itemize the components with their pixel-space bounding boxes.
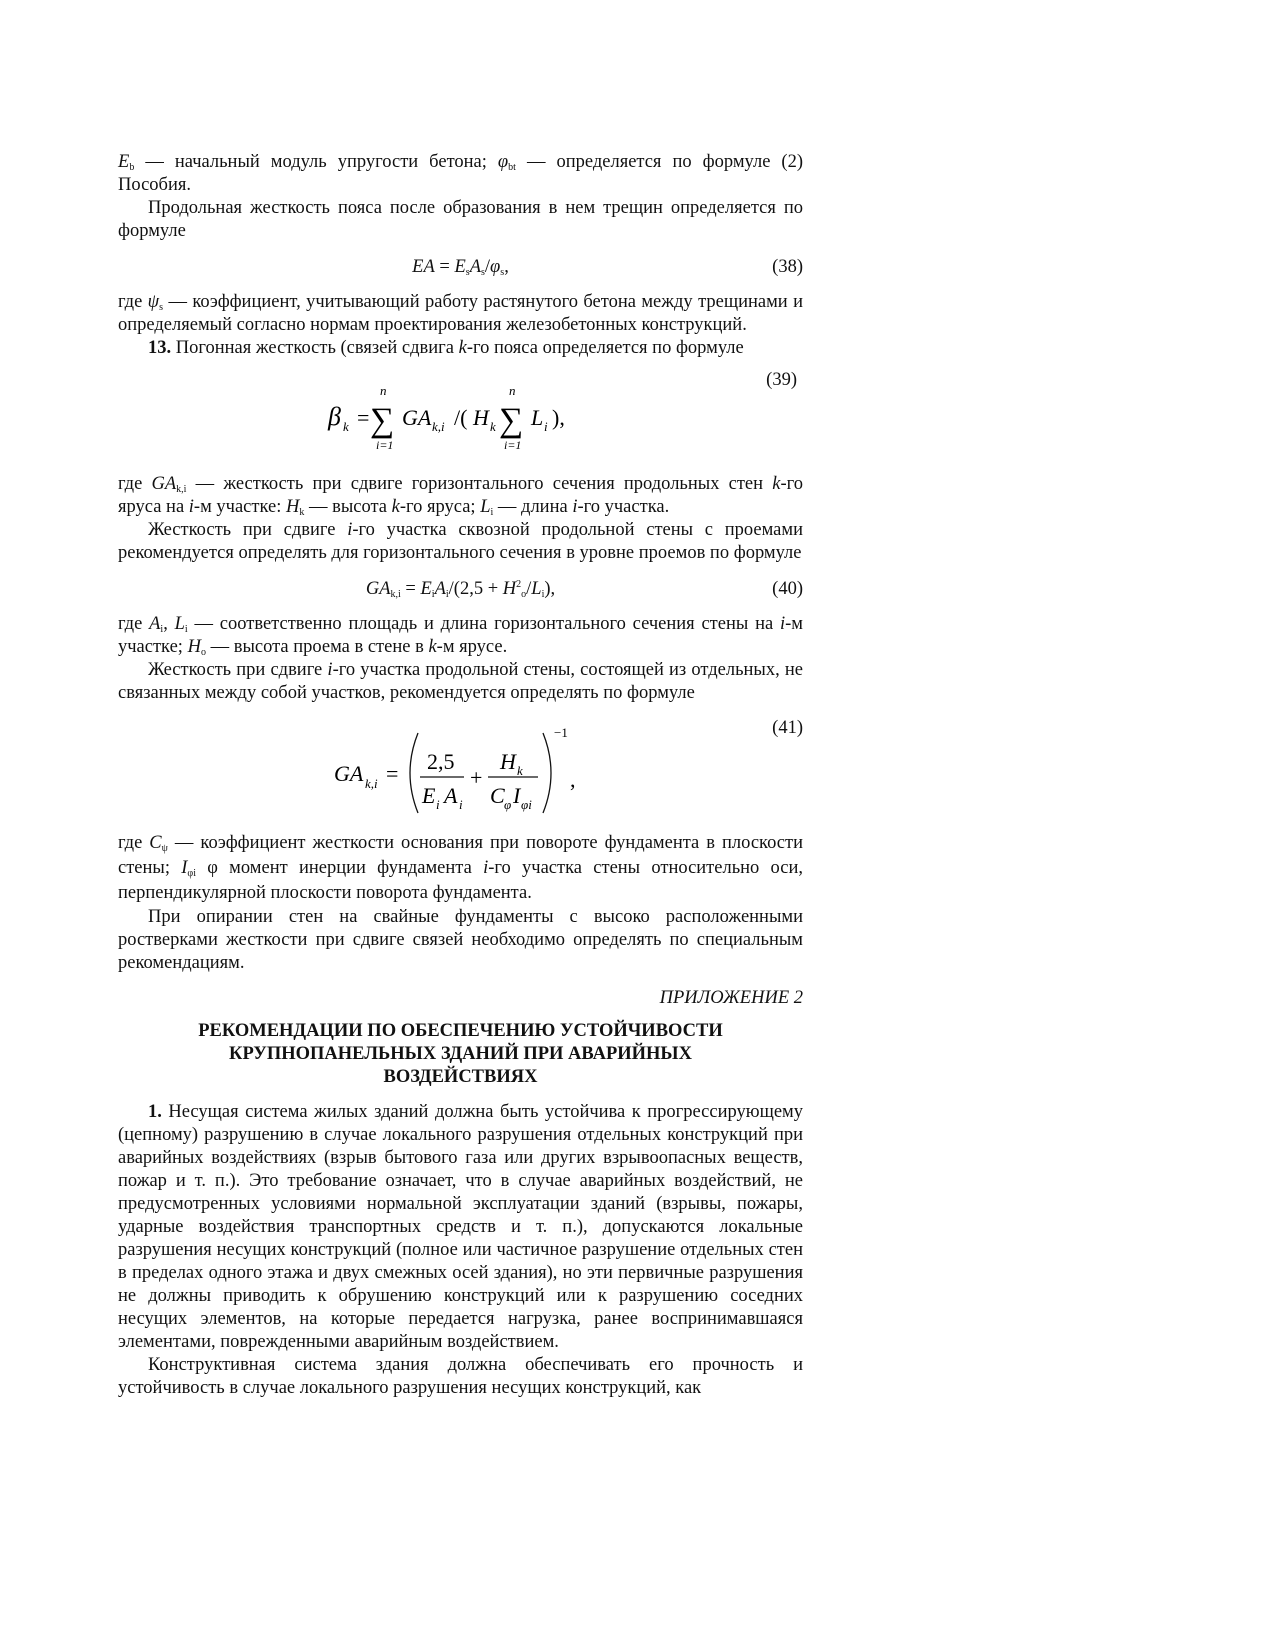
svg-text:),: ), bbox=[552, 405, 565, 430]
formula-38: EA = $E_sA_s/\varphi_s$, (38) bbox=[412, 257, 803, 278]
svg-text:i: i bbox=[544, 419, 548, 434]
formula-40: $GA_{k,i} = E_iA_i/(2,5 + H^2_o/L_i)$, (40) bbox=[365, 579, 803, 600]
paragraph-longitudinal-stiffness: Продольная жесткость пояса после образования в нем трещин определяется по формуле bbox=[118, 198, 803, 241]
paragraph-ga-definition: где $GA_{k,i}$ — жесткость при сдвиге горизонтального сечения продольных стен k-го яруса на i-м участке: $H_k$ — высота k-го яруса; $L_i$ — длина i-го участка. bbox=[118, 474, 803, 518]
section-title: РЕКОМЕНДАЦИИ ПО ОБЕСПЕЧЕНИЮ УСТОЙЧИВОСТИ КРУПНОПАНЕЛЬНЫХ ЗДАНИЙ ПРИ АВАРИЙНЫХ ВОЗДЕЙСТВИЯХ bbox=[198, 1021, 723, 1087]
document-page bbox=[118, 151, 803, 1400]
svg-text:φi: φi bbox=[521, 797, 532, 812]
paragraph-openings-stiffness: Жесткость при сдвиге i-го участка сквозной продольной стены с проемами рекомендуется определять для горизонтального сечения в уровне проемов по формуле bbox=[118, 520, 803, 563]
svg-text:i: i bbox=[436, 797, 440, 812]
svg-text:,: , bbox=[570, 767, 576, 792]
svg-text:k: k bbox=[517, 763, 523, 778]
formula-39-svg bbox=[118, 365, 803, 465]
svg-text:k,i: k,i bbox=[365, 776, 378, 791]
svg-text:L: L bbox=[531, 405, 544, 430]
svg-text:A: A bbox=[444, 783, 458, 808]
formula-number: (39) bbox=[766, 370, 797, 390]
formula-number: (38) bbox=[772, 257, 803, 277]
svg-text:k: k bbox=[490, 419, 496, 434]
svg-text:n: n bbox=[509, 383, 516, 398]
svg-text:−1: −1 bbox=[554, 725, 568, 740]
formula-number: (41) bbox=[772, 718, 803, 738]
svg-text:i=1: i=1 bbox=[504, 438, 522, 452]
formula-number: (40) bbox=[772, 579, 803, 599]
svg-text:=: = bbox=[357, 405, 370, 430]
svg-text:=: = bbox=[386, 761, 399, 786]
paragraph-ai-li-definition: где $A_i$, $L_i$ — соответственно площадь и длина горизонтального сечения стены на i-м участке; $H_o$ — высота проема в стене в k-м ярусе. bbox=[118, 614, 803, 658]
appendix-label: ПРИЛОЖЕНИЕ 2 bbox=[659, 988, 803, 1008]
svg-text:k: k bbox=[343, 419, 349, 434]
formula-39 bbox=[118, 365, 803, 465]
svg-text:H: H bbox=[500, 749, 516, 774]
svg-text:i=1: i=1 bbox=[376, 438, 394, 452]
paragraph-item-1: 1. Несущая система жилых зданий должна быть устойчива к прогрессирующему (цепному) разрушению в случае локального разрушения отдельных конструкций при аварийных воздействиях (взрыв бытового газа или других взрывоопасных веществ, пожар и т. п.). Это требование означает, что в случае аварийных воздействий, не предусмотренных условиями нормальной эксплуатации зданий (взрывы, пожары, ударные воздействия транспортных средств и т. п.), допускаются локальные разрушения несущих конструкций (полное или частичное разрушение отдельных стен в пределах одного этажа и двух смежных осей здания), но эти первичные разрушения не должны приводить к обрушению конструкций или к разрушению соседних несущих элементов, на которые передается нагрузка, ранее воспринимавшаяся элементами, поврежденными аварийным воздействием. bbox=[118, 1102, 803, 1352]
svg-text:/(: /( bbox=[454, 405, 468, 430]
svg-text:n: n bbox=[380, 383, 387, 398]
formula-41-svg bbox=[118, 713, 803, 821]
sum-sign: ∑ bbox=[370, 402, 395, 439]
svg-text:k,i: k,i bbox=[432, 419, 445, 434]
paragraph-separate-sections: Жесткость при сдвиге i-го участка продольной стены, состоящей из отдельных, не связанных между собой участков, рекомендуется определять по формуле bbox=[118, 660, 804, 703]
svg-text:i: i bbox=[459, 797, 463, 812]
svg-text:GA: GA bbox=[334, 761, 364, 786]
svg-text:I: I bbox=[513, 783, 521, 808]
svg-text:E: E bbox=[422, 783, 436, 808]
paragraph-structural-system: Конструктивная система здания должна обеспечивать его прочность и устойчивость в случае локального разрушения несущих конструкций, как bbox=[118, 1355, 803, 1398]
svg-text:GA: GA bbox=[402, 405, 432, 430]
paragraph-c-psi-definition: где $C_\psi$ — коэффициент жесткости основания при повороте фундамента в плоскости стены; $I_{\varphi i}$ φ момент инерции фундамента i-го участка стены относительно оси, перпендикулярной плоскости поворота фундамента. bbox=[118, 833, 804, 903]
paragraph-eb-definition: $E_b$ — начальный модуль упругости бетона; $\varphi_{bt}$ — определяется по формуле (2) Пособия. bbox=[118, 152, 803, 195]
formula-41 bbox=[118, 713, 803, 821]
svg-text:φ: φ bbox=[504, 797, 512, 812]
svg-text:2,5: 2,5 bbox=[427, 749, 455, 774]
svg-text:C: C bbox=[490, 783, 505, 808]
paragraph-psi-definition: где $\psi_s$ — коэффициент, учитывающий работу растянутого бетона между трещинами и определяемый согласно нормам проектирования железобетонных конструкций. bbox=[118, 292, 803, 335]
svg-text:H: H bbox=[473, 405, 489, 430]
paragraph-pile-foundations: При опирании стен на свайные фундаменты с высоко расположенными ростверками жесткости при сдвиге связей необходимо определять по специальным рекомендациям. bbox=[118, 907, 803, 973]
svg-text:+: + bbox=[470, 765, 483, 790]
paragraph-item-13: 13. Погонная жесткость (связей сдвига k-го пояса определяется по формуле bbox=[148, 338, 744, 358]
beta-symbol: β bbox=[328, 402, 341, 431]
sum-sign: ∑ bbox=[499, 402, 524, 439]
